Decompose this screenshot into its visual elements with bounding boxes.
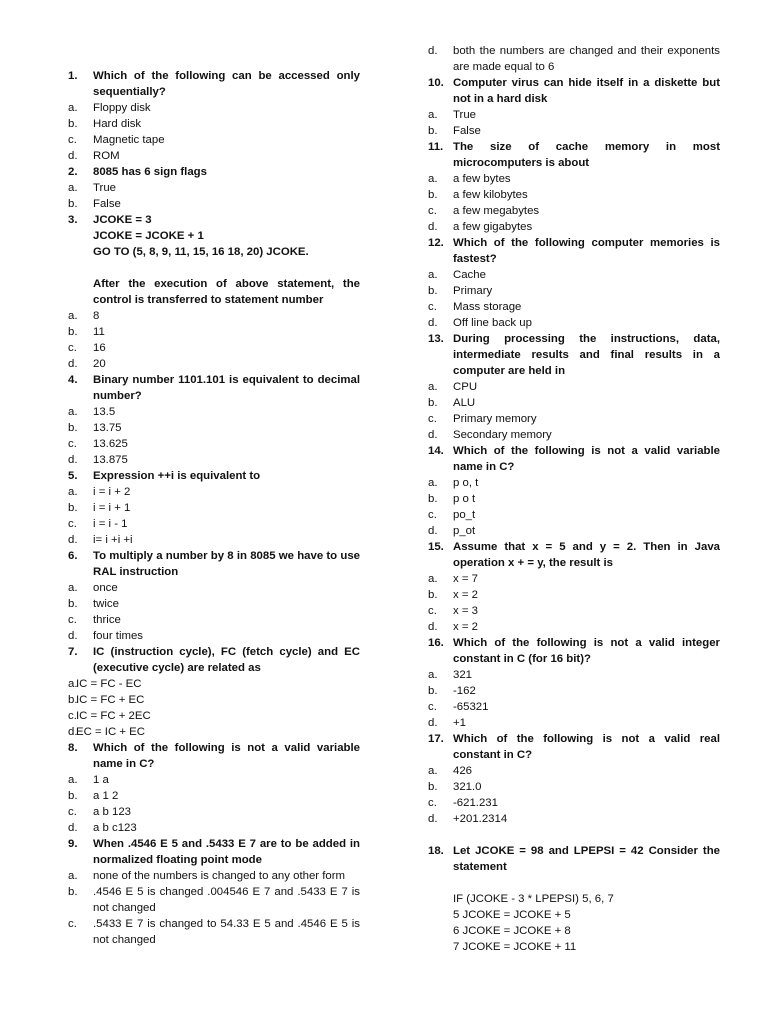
option-text: ALU <box>453 397 476 409</box>
question-text: Which of the following is not a valid integer constant in C (for 16 bit)? <box>453 637 720 665</box>
question <box>428 635 720 667</box>
spacer <box>428 875 720 891</box>
option-letter: c. <box>68 518 77 530</box>
option-text: 321 <box>453 669 473 681</box>
answer-option <box>68 772 360 788</box>
statement-line: 5 JCOKE = JCOKE + 5 <box>453 909 571 921</box>
option-text: p_ot <box>453 525 476 537</box>
option-text: Primary memory <box>453 413 537 425</box>
option-letter: d. <box>68 630 78 642</box>
option-letter: c. <box>68 710 77 722</box>
question-number: 15. <box>428 541 444 553</box>
option-text: x = 2 <box>453 621 479 633</box>
question-text: Assume that x = 5 and y = 2. Then in Java operation x + = y, the result is <box>453 541 720 569</box>
answer-option <box>68 324 360 340</box>
answer-option <box>428 683 720 699</box>
option-text: a few gigabytes <box>453 221 533 233</box>
question-text-continued: JCOKE = JCOKE + 1 <box>93 230 204 242</box>
option-text: 20 <box>93 358 106 370</box>
answer-option <box>68 500 360 516</box>
option-letter: d. <box>428 717 438 729</box>
question-number: 4. <box>68 374 78 386</box>
option-text: i = i - 1 <box>93 518 128 530</box>
answer-option <box>68 196 360 212</box>
answer-option <box>68 420 360 436</box>
answer-option <box>428 811 720 827</box>
option-letter: c. <box>68 806 77 818</box>
option-letter: b. <box>428 781 438 793</box>
question-number: 10. <box>428 77 444 89</box>
answer-option <box>68 724 360 740</box>
answer-option <box>68 340 360 356</box>
option-letter: a. <box>428 477 438 489</box>
option-letter: d. <box>68 534 78 546</box>
option-text: CPU <box>453 381 478 393</box>
option-text: none of the numbers is changed to any other form <box>93 870 346 882</box>
answer-option <box>428 619 720 635</box>
answer-option <box>68 612 360 628</box>
option-letter: b. <box>68 118 78 130</box>
question <box>68 164 360 180</box>
option-letter: d. <box>428 317 438 329</box>
question-text: IC (instruction cycle), FC (fetch cycle) and EC (executive cycle) are related as <box>93 646 360 674</box>
option-text: EC = IC + EC <box>76 726 146 738</box>
option-letter: c. <box>428 701 437 713</box>
question <box>68 644 360 676</box>
answer-option <box>428 123 720 139</box>
option-letter: d. <box>68 726 78 738</box>
option-text: i = i + 1 <box>93 502 131 514</box>
option-text: Primary <box>453 285 493 297</box>
left-column <box>68 0 360 948</box>
option-text: -162 <box>453 685 476 697</box>
answer-option <box>68 820 360 836</box>
question <box>428 235 720 267</box>
option-letter: b. <box>68 502 78 514</box>
option-letter: a. <box>68 182 78 194</box>
answer-option <box>68 708 360 724</box>
question <box>428 443 720 475</box>
answer-option <box>68 692 360 708</box>
option-text: a b 123 <box>93 806 132 818</box>
option-text: 11 <box>93 326 105 338</box>
option-text: 13.625 <box>93 438 128 450</box>
answer-option <box>428 571 720 587</box>
option-text: a few kilobytes <box>453 189 528 201</box>
answer-option <box>428 171 720 187</box>
question-text: Expression ++i is equivalent to <box>93 470 261 482</box>
spacer <box>68 260 360 276</box>
option-letter: b. <box>68 198 78 210</box>
option-letter: d. <box>68 358 78 370</box>
option-text: Mass storage <box>453 301 522 313</box>
option-letter: c. <box>428 509 437 521</box>
option-text: +1 <box>453 717 466 729</box>
question-number: 12. <box>428 237 444 249</box>
question-text: Which of the following is not a valid variable name in C? <box>93 742 360 770</box>
answer-option <box>428 795 720 811</box>
option-text: Secondary memory <box>453 429 552 441</box>
answer-option <box>68 628 360 644</box>
answer-option <box>68 516 360 532</box>
option-letter: b. <box>428 189 438 201</box>
option-letter: b. <box>428 285 438 297</box>
question-text: Which of the following can be accessed only sequentially? <box>93 70 360 98</box>
question <box>428 139 720 171</box>
option-letter: a. <box>428 573 438 585</box>
answer-option <box>428 491 720 507</box>
question-text: Let JCOKE = 98 and LPEPSI = 42 Consider the statement <box>453 845 720 873</box>
answer-option <box>68 148 360 164</box>
option-text: thrice <box>93 614 121 626</box>
answer-option <box>68 804 360 820</box>
option-text: 321.0 <box>453 781 482 793</box>
question <box>68 548 360 580</box>
question-number: 18. <box>428 845 444 857</box>
question-number: 6. <box>68 550 78 562</box>
answer-option <box>428 779 720 795</box>
question <box>68 68 360 100</box>
option-text: -621.231 <box>453 797 498 809</box>
question-text: Binary number 1101.101 is equivalent to decimal number? <box>93 374 360 402</box>
spacer <box>428 827 720 843</box>
option-letter: b. <box>68 886 78 898</box>
option-letter: a. <box>428 269 438 281</box>
option-letter: b. <box>428 397 438 409</box>
option-text: +201.2314 <box>453 813 508 825</box>
option-letter: a. <box>68 102 78 114</box>
option-letter: b. <box>428 685 438 697</box>
option-text: p o t <box>453 493 476 505</box>
answer-option <box>428 283 720 299</box>
option-text: i = i + 2 <box>93 486 131 498</box>
question <box>68 468 360 484</box>
option-letter: c. <box>68 614 77 626</box>
answer-option <box>68 116 360 132</box>
option-text: True <box>93 182 116 194</box>
answer-option <box>68 180 360 196</box>
answer-option <box>68 788 360 804</box>
option-text: 426 <box>453 765 473 777</box>
option-letter: b. <box>68 598 78 610</box>
answer-option <box>68 916 360 948</box>
option-letter: c. <box>68 918 77 930</box>
option-text: IC = FC + 2EC <box>76 710 151 722</box>
option-text: -65321 <box>453 701 489 713</box>
option-text: Hard disk <box>93 118 142 130</box>
option-letter: a. <box>68 870 78 882</box>
option-letter: a. <box>68 486 78 498</box>
question-number: 2. <box>68 166 78 178</box>
question-text: Which of the following computer memories is fastest? <box>453 237 720 265</box>
option-text: a 1 2 <box>93 790 119 802</box>
answer-option <box>428 715 720 731</box>
question-number: 11. <box>428 141 444 153</box>
option-letter: b. <box>428 589 438 601</box>
option-letter: d. <box>428 429 438 441</box>
option-text: .4546 E 5 is changed .004546 E 7 and .5433 E 7 is not changed <box>93 886 360 914</box>
answer-option <box>68 436 360 452</box>
answer-option <box>428 379 720 395</box>
option-letter: a. <box>68 406 78 418</box>
option-letter: d. <box>428 813 438 825</box>
option-letter: a. <box>428 765 438 777</box>
option-letter: c. <box>428 301 437 313</box>
question <box>428 731 720 763</box>
option-text: False <box>453 125 481 137</box>
option-text: 16 <box>93 342 106 354</box>
question-text: 8085 has 6 sign flags <box>93 166 207 178</box>
option-letter: a. <box>68 774 78 786</box>
answer-option <box>428 43 720 75</box>
answer-option <box>428 203 720 219</box>
answer-option <box>428 667 720 683</box>
question-text-continued: GO TO (5, 8, 9, 11, 15, 16 18, 20) JCOKE. <box>93 246 309 258</box>
statement-line: 7 JCOKE = JCOKE + 11 <box>453 941 577 953</box>
option-letter: c. <box>428 797 437 809</box>
option-letter: d. <box>428 221 438 233</box>
option-letter: b. <box>68 422 78 434</box>
answer-option <box>68 676 360 692</box>
answer-option <box>428 603 720 619</box>
answer-option <box>428 587 720 603</box>
answer-option <box>428 699 720 715</box>
option-letter: d. <box>68 822 78 834</box>
question-number: 1. <box>68 70 78 82</box>
option-text: a b c123 <box>93 822 137 834</box>
question-text: Which of the following is not a valid real constant in C? <box>453 733 720 761</box>
option-text: 1 a <box>93 774 109 786</box>
option-text: .5433 E 7 is changed to 54.33 E 5 and .4546 E 5 is not changed <box>93 918 360 946</box>
answer-option <box>68 596 360 612</box>
option-letter: a. <box>68 582 78 594</box>
answer-option <box>68 452 360 468</box>
option-text: 13.875 <box>93 454 128 466</box>
option-text: a few megabytes <box>453 205 540 217</box>
answer-option <box>428 219 720 235</box>
right-column <box>428 0 720 955</box>
option-text: True <box>453 109 476 121</box>
question-number: 16. <box>428 637 444 649</box>
question <box>428 75 720 107</box>
answer-option <box>68 884 360 916</box>
question-text: To multiply a number by 8 in 8085 we have to use RAL instruction <box>93 550 360 578</box>
option-letter: b. <box>68 326 78 338</box>
option-letter: a. <box>428 173 438 185</box>
option-text: Floppy disk <box>93 102 151 114</box>
question-number: 14. <box>428 445 444 457</box>
statement-line: IF (JCOKE - 3 * LPEPSI) 5, 6, 7 <box>453 893 614 905</box>
option-text: x = 7 <box>453 573 479 585</box>
option-letter: b. <box>68 694 78 706</box>
option-letter: c. <box>68 342 77 354</box>
question <box>428 331 720 379</box>
question-number: 8. <box>68 742 78 754</box>
option-letter: a. <box>428 669 438 681</box>
answer-option <box>68 132 360 148</box>
question-number: 13. <box>428 333 444 345</box>
answer-option <box>428 187 720 203</box>
option-letter: d. <box>428 525 438 537</box>
option-text: False <box>93 198 121 210</box>
question-text: During processing the instructions, data, intermediate results and final results in a computer are held in <box>453 333 720 377</box>
answer-option <box>428 523 720 539</box>
option-letter: d. <box>68 150 78 162</box>
option-text: IC = FC - EC <box>76 678 142 690</box>
answer-option <box>68 356 360 372</box>
question-number: 3. <box>68 214 78 226</box>
option-text: 13.5 <box>93 406 116 418</box>
answer-option <box>68 868 360 884</box>
option-text: i= i +i +i <box>93 534 133 546</box>
question <box>68 740 360 772</box>
option-letter: c. <box>428 605 437 617</box>
question <box>68 836 360 868</box>
option-text: four times <box>93 630 144 642</box>
option-letter: d. <box>428 621 438 633</box>
question-number: 7. <box>68 646 78 658</box>
question <box>68 372 360 404</box>
question <box>428 539 720 571</box>
answer-option <box>428 763 720 779</box>
option-text: po_t <box>453 509 476 521</box>
option-letter: b. <box>68 790 78 802</box>
answer-option <box>68 100 360 116</box>
answer-option <box>68 308 360 324</box>
answer-option <box>428 299 720 315</box>
option-text: x = 3 <box>453 605 479 617</box>
option-text: 8 <box>93 310 100 322</box>
option-letter: b. <box>428 493 438 505</box>
option-letter: c. <box>428 413 437 425</box>
option-text: ROM <box>93 150 120 162</box>
option-letter: a. <box>428 109 438 121</box>
answer-option <box>428 395 720 411</box>
option-text: 13.75 <box>93 422 122 434</box>
option-text: p o, t <box>453 477 479 489</box>
option-text: Cache <box>453 269 486 281</box>
question-text: Computer virus can hide itself in a diskette but not in a hard disk <box>453 77 720 105</box>
option-text: IC = FC + EC <box>76 694 145 706</box>
option-letter: a. <box>428 381 438 393</box>
option-letter: a. <box>68 678 78 690</box>
statement-line: 6 JCOKE = JCOKE + 8 <box>453 925 571 937</box>
option-text: Off line back up <box>453 317 532 329</box>
answer-option <box>428 267 720 283</box>
answer-option <box>428 507 720 523</box>
question-text-continued: After the execution of above statement, the control is transferred to statement number <box>93 278 360 306</box>
question-text: The size of cache memory in most microcomputers is about <box>453 141 720 169</box>
answer-option <box>68 404 360 420</box>
option-letter: d. <box>428 45 438 57</box>
option-letter: a. <box>68 310 78 322</box>
question <box>428 843 720 875</box>
answer-option <box>428 411 720 427</box>
option-text: x = 2 <box>453 589 479 601</box>
option-text: a few bytes <box>453 173 511 185</box>
option-text: Magnetic tape <box>93 134 165 146</box>
answer-option <box>428 475 720 491</box>
option-text: both the numbers are changed and their exponents are made equal to 6 <box>453 45 720 73</box>
option-letter: c. <box>428 205 437 217</box>
question-text: Which of the following is not a valid variable name in C? <box>453 445 720 473</box>
option-text: once <box>93 582 118 594</box>
question-number: 17. <box>428 733 444 745</box>
answer-option <box>428 427 720 443</box>
option-letter: c. <box>68 438 77 450</box>
question-text: When .4546 E 5 and .5433 E 7 are to be added in normalized floating point mode <box>93 838 360 866</box>
option-text: twice <box>93 598 119 610</box>
answer-option <box>68 580 360 596</box>
option-letter: c. <box>68 134 77 146</box>
answer-option <box>68 532 360 548</box>
option-letter: b. <box>428 125 438 137</box>
question-number: 5. <box>68 470 78 482</box>
answer-option <box>428 315 720 331</box>
question-number: 9. <box>68 838 78 850</box>
question-text: JCOKE = 3 <box>93 214 152 226</box>
option-letter: d. <box>68 454 78 466</box>
question <box>68 212 360 228</box>
answer-option <box>68 484 360 500</box>
answer-option <box>428 107 720 123</box>
